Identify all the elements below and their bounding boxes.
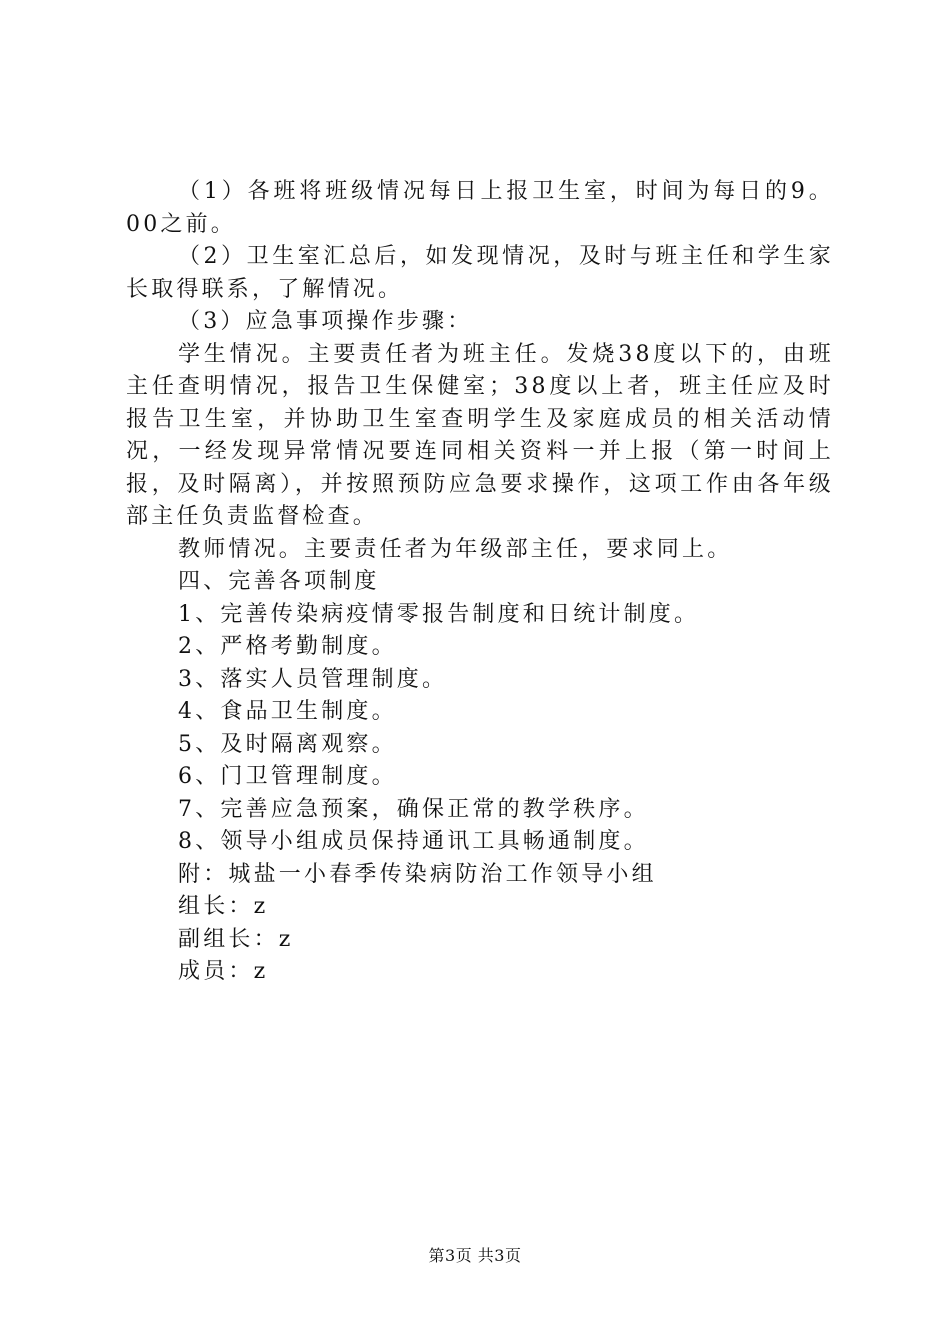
page-footer — [0, 1243, 950, 1266]
list-item: 6、门卫管理制度。 — [178, 764, 397, 789]
deputy-leader-line: 副组长：z — [178, 926, 294, 952]
list-item: 2、严格考勤制度。 — [178, 634, 397, 659]
list-item: 1、完善传染病疫情零报告制度和日统计制度。 — [178, 601, 700, 627]
team-leader-line: 组长：z — [178, 894, 269, 919]
paragraph-health-room-summary: （2）卫生室汇总后，如发现情况，及时与班主任和学生家长取得联系，了解情况。 — [126, 244, 834, 302]
paragraph-teacher-situation: 教师情况。主要责任者为年级部主任，要求同上。 — [178, 536, 733, 562]
list-item: 7、完善应急预案，确保正常的教学秩序。 — [178, 796, 649, 822]
members-line: 成员：z — [178, 959, 269, 984]
appendix-title: 附：城盐一小春季传染病防治工作领导小组 — [178, 861, 657, 887]
list-item: 3、落实人员管理制度。 — [178, 666, 448, 692]
list-item: 8、领导小组成员保持通讯工具畅通制度。 — [178, 829, 649, 854]
paragraph-daily-report: （1）各班将班级情况每日上报卫生室，时间为每日的9。00之前。 — [126, 179, 834, 237]
page-number: 第3页 共3页 — [428, 1246, 522, 1265]
paragraph-emergency-steps: （3）应急事项操作步骤： — [178, 309, 473, 334]
document-body — [126, 176, 834, 989]
list-item: 5、及时隔离观察。 — [178, 731, 397, 757]
section-heading-systems: 四、完善各项制度 — [178, 569, 380, 594]
list-item: 4、食品卫生制度。 — [178, 699, 397, 724]
paragraph-student-situation: 学生情况。主要责任者为班主任。发烧38度以下的，由班主任查明情况，报告卫生保健室；38度以上者，班主任应及时报告卫生室，并协助卫生室查明学生及家庭成员的相关活动情况，一经发现异常情况要连同相关资料一并上报（第一时间上报，及时隔离），并按照预防应急要求操作，这项工作由各年级部主任负责监督检查。 — [126, 341, 834, 529]
